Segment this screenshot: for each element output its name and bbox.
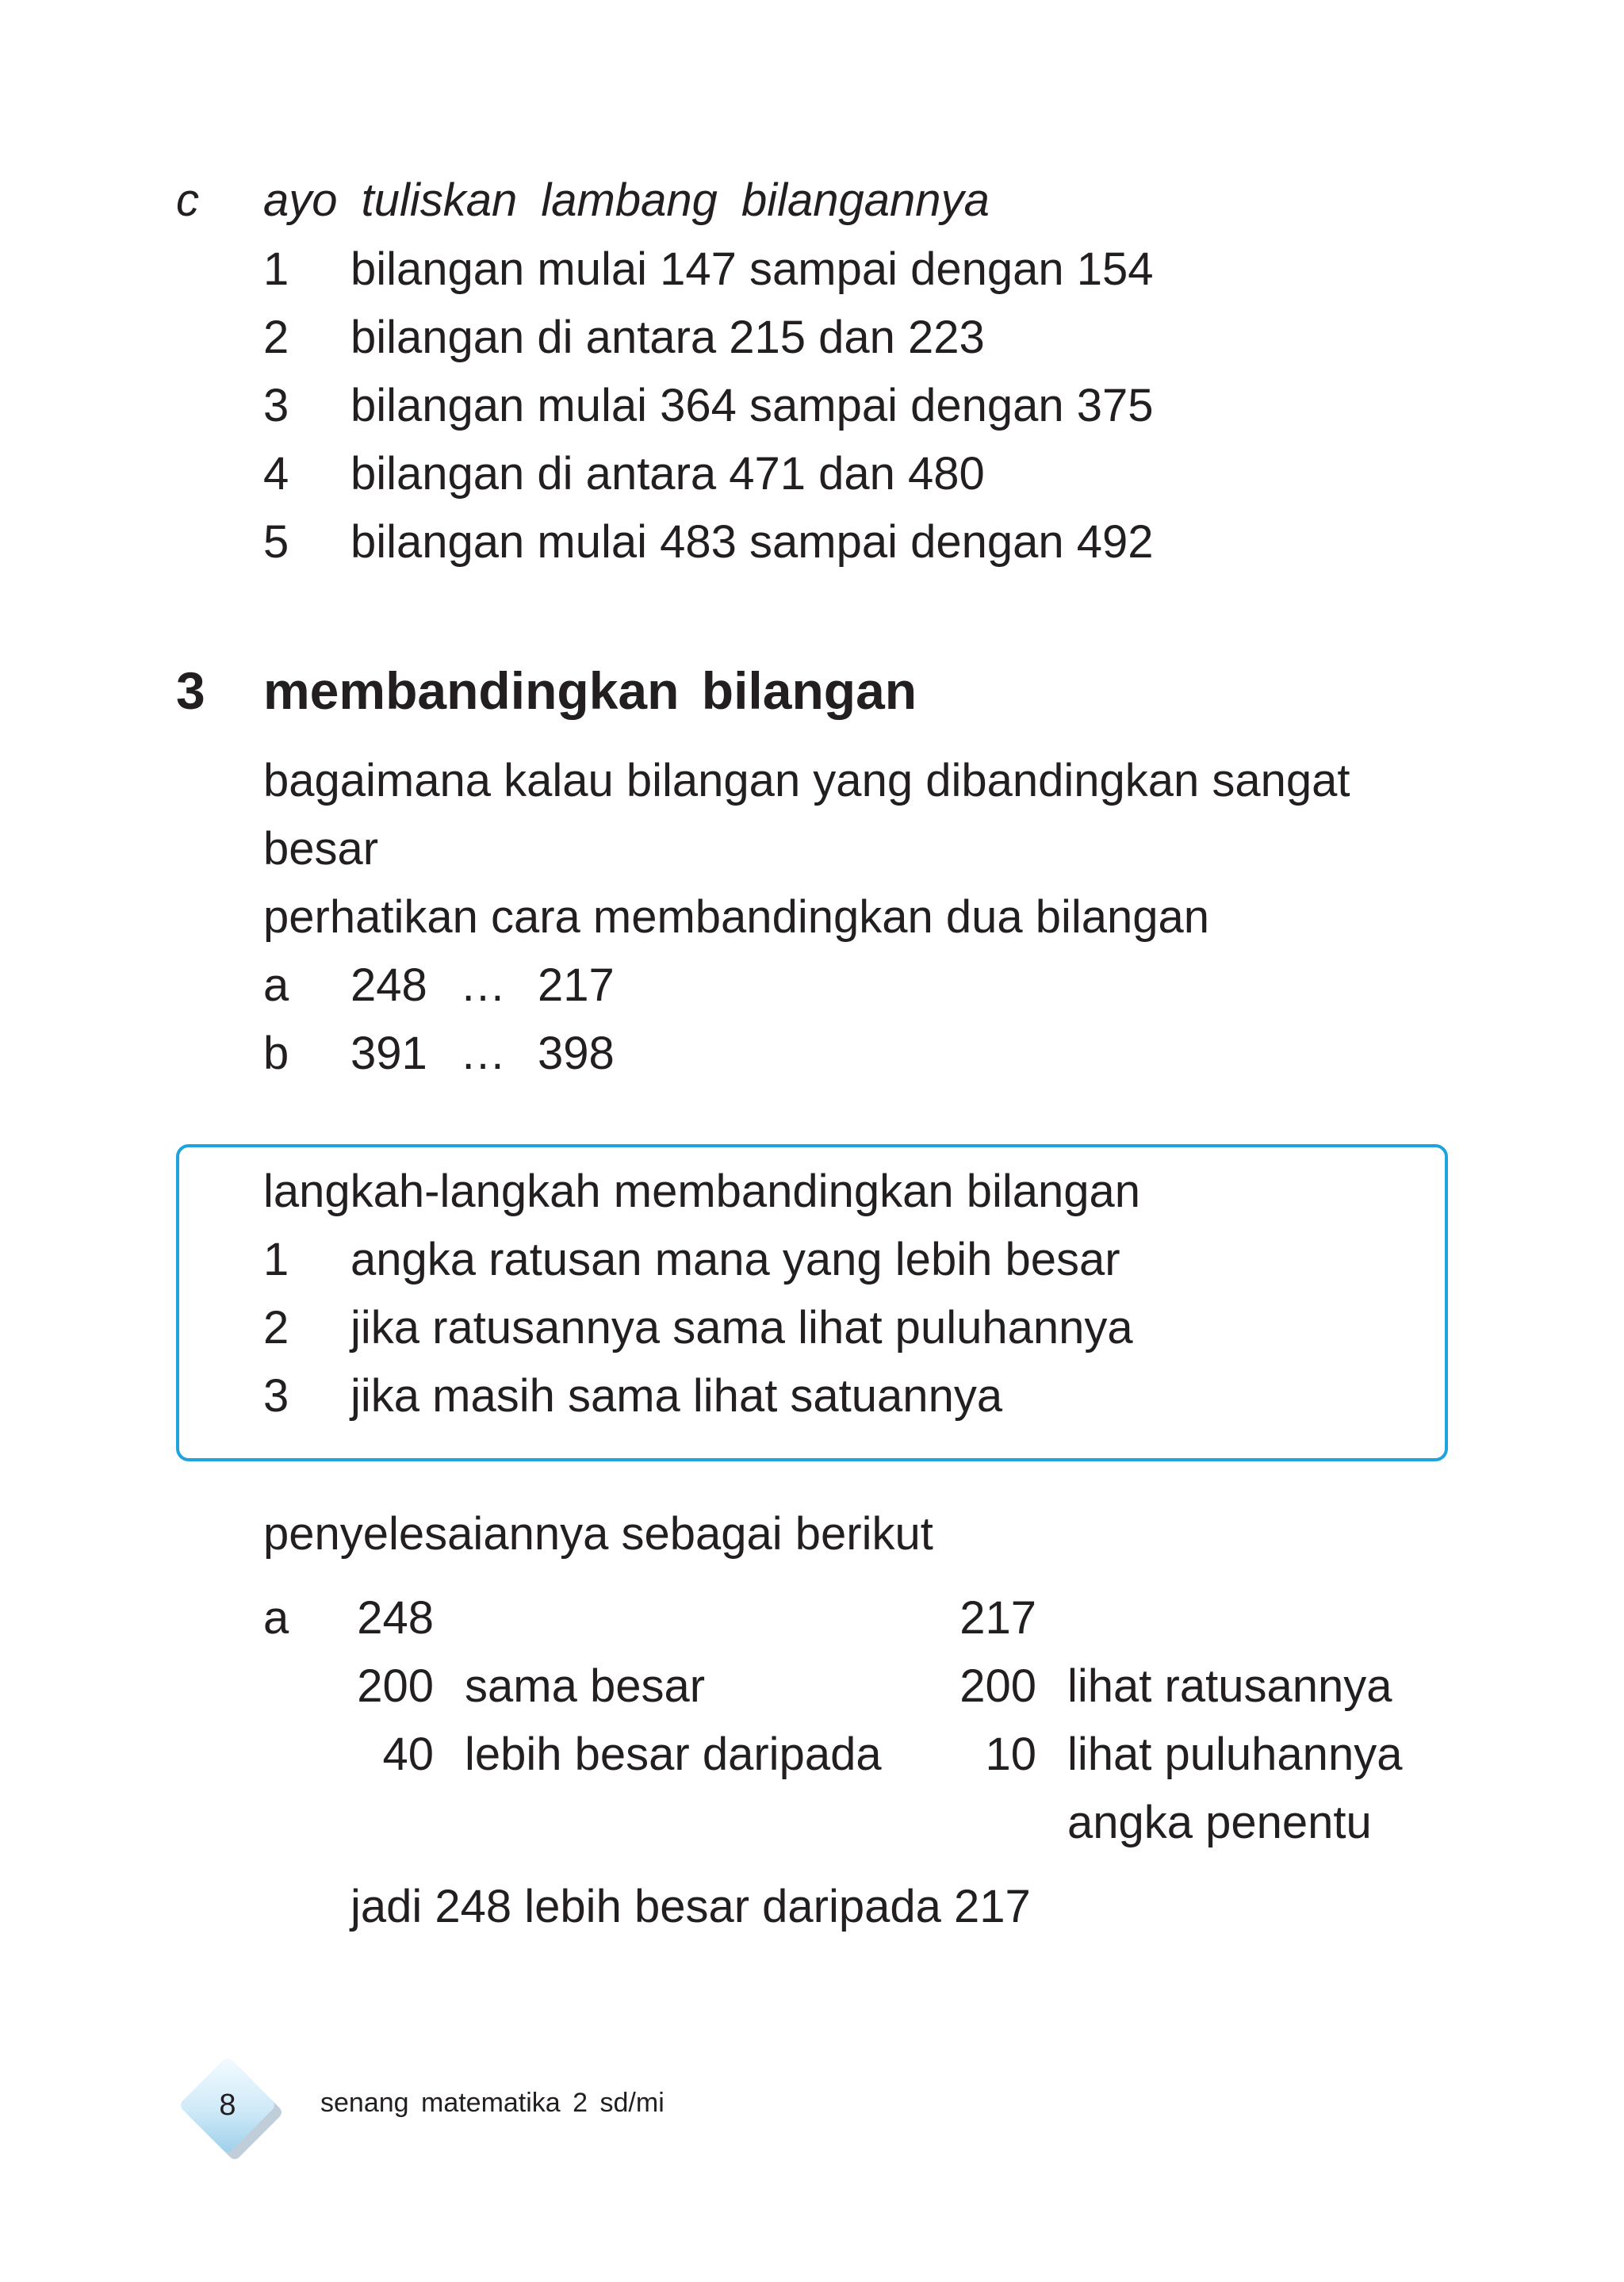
- solution-heading: penyelesaiannya sebagai berikut: [263, 1508, 933, 1560]
- info-step-number: 1: [263, 1234, 289, 1285]
- part-c-item-number: 5: [263, 516, 289, 568]
- part-c-item-text: bilangan di antara 215 dan 223: [350, 312, 985, 363]
- section-title: membandingkan bilangan: [263, 661, 917, 720]
- solution-left-number: 248: [357, 1592, 434, 1644]
- part-c-item-number: 1: [263, 243, 289, 295]
- example-left-number: 391: [350, 1028, 427, 1079]
- section-instruction: perhatikan cara membandingkan dua bilangan: [263, 891, 1210, 943]
- info-step-number: 3: [263, 1370, 289, 1422]
- page-number: 8: [219, 2088, 236, 2122]
- tens-note-deciding: angka penentu: [1067, 1797, 1372, 1848]
- tens-left: 40: [382, 1729, 434, 1780]
- info-step-text: jika masih sama lihat satuannya: [350, 1370, 1003, 1422]
- section-number: 3: [176, 661, 205, 720]
- solution-label: a: [263, 1592, 289, 1644]
- hundreds-note: lihat ratusannya: [1067, 1660, 1392, 1712]
- solution-conclusion: jadi 248 lebih besar daripada 217: [350, 1881, 1031, 1932]
- info-step-text: jika ratusannya sama lihat puluhannya: [350, 1302, 1133, 1354]
- example-left-number: 248: [350, 959, 427, 1011]
- example-right-number: 217: [538, 959, 615, 1011]
- page-number-badge: [176, 2054, 279, 2157]
- section-intro-line: bagaimana kalau bilangan yang dibandingkan sangat: [263, 755, 1350, 806]
- tens-right: 10: [985, 1729, 1036, 1780]
- part-c-item-text: bilangan mulai 364 sampai dengan 375: [350, 380, 1154, 431]
- info-step-number: 2: [263, 1302, 289, 1354]
- tens-note: lihat puluhannya: [1067, 1729, 1403, 1780]
- hundreds-comparison: sama besar: [465, 1660, 706, 1712]
- part-c-item-number: 4: [263, 448, 289, 500]
- info-step-text: angka ratusan mana yang lebih besar: [350, 1234, 1120, 1285]
- tens-comparison: lebih besar daripada: [465, 1729, 882, 1780]
- hundreds-left: 200: [357, 1660, 434, 1712]
- part-c-item-text: bilangan di antara 471 dan 480: [350, 448, 985, 500]
- part-c-letter: c: [176, 174, 199, 226]
- part-c-item-number: 2: [263, 312, 289, 363]
- book-title: senang matematika 2 sd/mi: [320, 2088, 665, 2118]
- part-c-title: ayo tuliskan lambang bilangannya: [263, 174, 990, 226]
- part-c-item-text: bilangan mulai 147 sampai dengan 154: [350, 243, 1154, 295]
- solution-right-number: 217: [959, 1592, 1036, 1644]
- example-right-number: 398: [538, 1028, 615, 1079]
- example-dots: …: [460, 959, 506, 1011]
- info-box-title: langkah-langkah membandingkan bilangan: [263, 1166, 1141, 1217]
- example-label: b: [263, 1028, 289, 1079]
- section-intro-line: besar: [263, 823, 379, 875]
- example-label: a: [263, 959, 289, 1011]
- example-dots: …: [460, 1028, 506, 1079]
- hundreds-right: 200: [959, 1660, 1036, 1712]
- part-c-item-text: bilangan mulai 483 sampai dengan 492: [350, 516, 1154, 568]
- part-c-item-number: 3: [263, 380, 289, 431]
